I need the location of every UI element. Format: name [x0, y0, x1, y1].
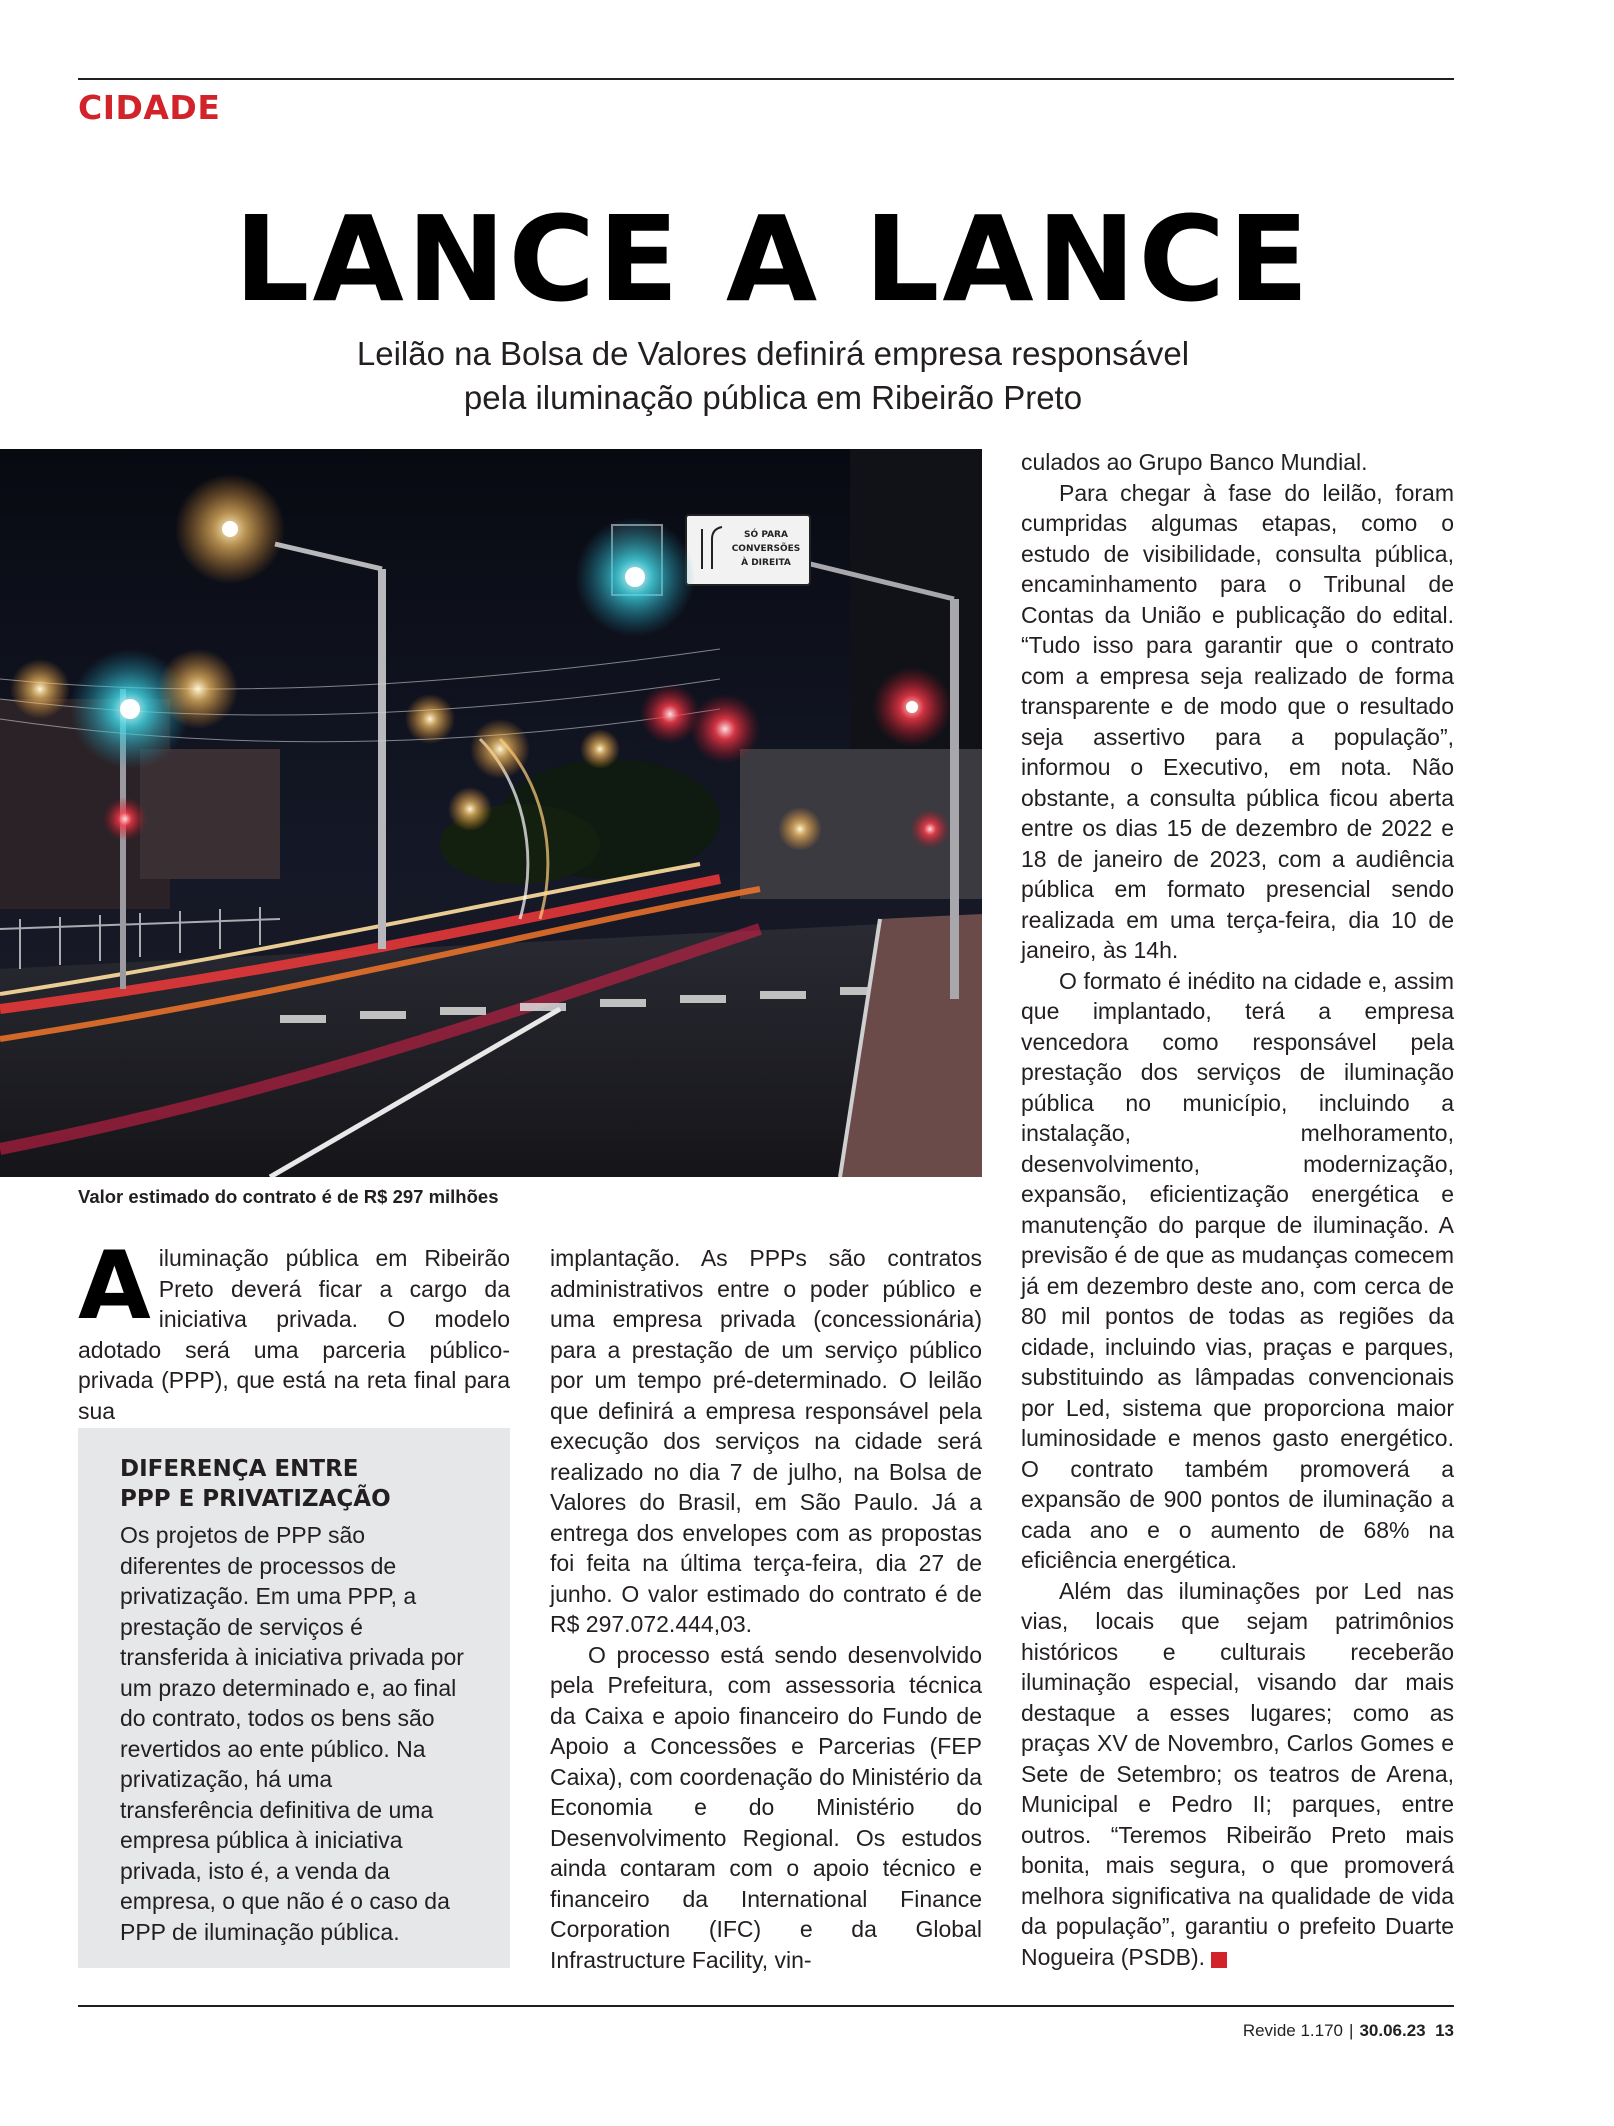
photo-illustration	[0, 449, 982, 1177]
article-column-3	[1021, 447, 1454, 1972]
end-mark-icon: R	[1211, 1952, 1227, 1968]
drop-cap: A	[78, 1232, 151, 1341]
magazine-issue: Revide 1.170	[1242, 2021, 1344, 2040]
article-paragraph: culados ao Grupo Banco Mundial.	[1021, 449, 1368, 475]
night-street-photo	[0, 449, 982, 1177]
article-paragraph: O formato é inédito na cidade e, assim que implantado, terá a empresa vencedora como responsável pela prestação dos serviços de iluminação pública no município, incluindo a instalação, melhoramento, desenvolvimento, modernização, expansão, eficientização energética e manutenção do parque de iluminação. A previsão é de que as mudanças comecem já em dezembro deste ano, com cerca de 80 mil pontos de todas as regiões da cidade, incluindo vias, praças e parques, substituindo as lâmpadas convencionais por Led, sistema que proporciona maior luminosidade e menos gasto energético. O contrato também promoverá a expansão de 900 pontos de iluminação a cada ano e o aumento de 68% na eficiência energética.	[1021, 967, 1454, 1573]
sidebar-title-line: PPP E PRIVATIZAÇÃO	[120, 1486, 391, 1512]
sidebar-title-line: DIFERENÇA ENTRE	[120, 1456, 359, 1482]
article-paragraph: implantação. As PPPs são contratos administrativos entre o poder público e uma empresa privada (concessionária) para a prestação de um serviço público por um tempo pré-determinado. O leilão que definirá a empresa responsável pela execução dos serviços na cidade será realizado no dia 7 de julho, na Bolsa de Valores do Brasil, em São Paulo. Já a entrega dos envelopes com as propostas foi feita na última terça-feira, dia 27 de junho. O valor estimado do contrato é de R$ 297.072.444,03.	[550, 1245, 982, 1637]
folio-separator: |	[1349, 2021, 1354, 2040]
article-paragraph	[1021, 1576, 1454, 1973]
headline: LANCE A LANCE	[234, 190, 1312, 328]
page-number: 13	[1435, 2021, 1454, 2040]
sign-line: À DIREITA	[741, 558, 791, 568]
article-paragraph-text: Além das iluminações por Led nas vias, locais que sejam patrimônios históricos e culturais receberão iluminação especial, visando dar mais destaque a esses lugares; como as praças XV de Novembro, Carlos Gomes e Sete de Setembro; os teatros de Arena, Municipal e Pedro II; parques, entre outros. “Teremos Ribeirão Preto mais bonita, mais segura, o que promoverá melhora significativa na qualidade de vida da população”, garantiu o prefeito Duarte Nogueira (PSDB).	[1021, 1577, 1454, 1970]
sign-line: CONVERSÕES	[731, 544, 801, 554]
sidebar-title	[120, 1454, 468, 1514]
sidebar-body: Os projetos de PPP são diferentes de processos de privatização. Em uma PPP, a prestação de serviços é transferida à iniciativa privada por um prazo determinado e, ao final do contrato, todos os bens são revertidos ao ente público. Na privatização, há uma transferência definitiva de uma empresa pública à iniciativa privada, isto é, a venda da empresa, o que não é o caso da PPP de iluminação pública.	[120, 1522, 464, 1945]
article-lead-text: iluminação pública em Ribeirão Preto deverá ficar a cargo da iniciativa privada. O modelo adotado será uma parceria público-privada (PPP), que está na reta final para sua	[78, 1245, 510, 1424]
article-paragraph: O processo está sendo desenvolvido pela Prefeitura, com assessoria técnica da Caixa e apoio financeiro do Fundo de Apoio a Concessões e Parcerias (FEP Caixa), com coordenação do Ministério da Economia e do Ministério do Desenvolvimento Regional. Os estudos ainda contaram com o apoio técnico e financeiro da International Finance Corporation (IFC) e da Global Infrastructure Facility, vin-	[550, 1641, 982, 1973]
deck-line: pela iluminação pública em Ribeirão Preto	[463, 379, 1083, 416]
article-lead-paragraph	[78, 1232, 510, 1426]
issue-date: 30.06.23	[1359, 2021, 1426, 2040]
sign-line: SÓ PARA	[744, 530, 788, 540]
folio	[1243, 2021, 1454, 2041]
deck	[200, 332, 1346, 420]
sidebar-box	[78, 1428, 510, 1968]
deck-line: Leilão na Bolsa de Valores definirá empresa responsável	[356, 335, 1190, 372]
top-rule	[78, 78, 1454, 80]
section-label: CIDADE	[78, 88, 221, 127]
article-paragraph: Para chegar à fase do leilão, foram cumpridas algumas etapas, como o estudo de visibilidade, consulta pública, encaminhamento para o Tribunal de Contas da União e publicação do edital. “Tudo isso para garantir que o contrato com a empresa seja realizado de forma transparente e de modo que o resultado seja assertivo para a população”, informou o Executivo, em nota. Não obstante, a consulta pública ficou aberta entre os dias 15 de dezembro de 2022 e 18 de janeiro de 2023, com a audiência pública em formato presencial sendo realizada em uma terça-feira, dia 10 de janeiro, às 14h.	[1021, 479, 1454, 963]
article-column-1	[78, 1232, 510, 1426]
photo-caption: Valor estimado do contrato é de R$ 297 milhões	[78, 1186, 499, 1207]
article-column-2	[550, 1243, 982, 1975]
bottom-rule	[78, 2005, 1454, 2007]
